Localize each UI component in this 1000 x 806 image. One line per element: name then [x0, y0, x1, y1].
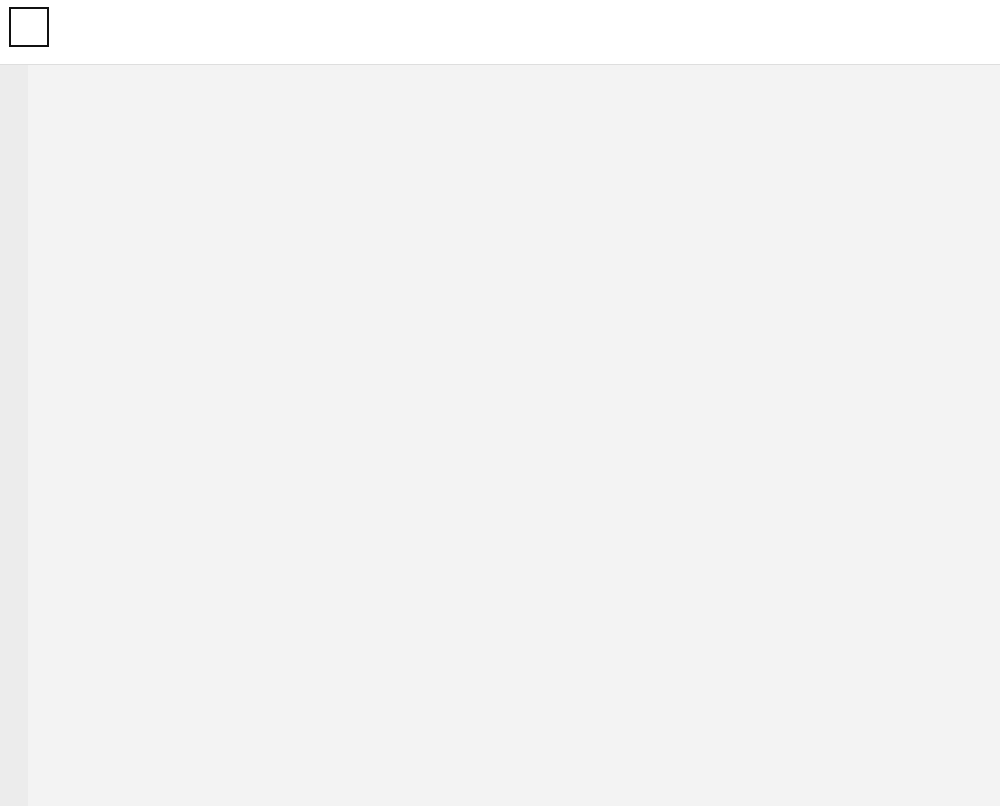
left-margin [0, 65, 28, 806]
ev-logo-icon [11, 9, 47, 45]
footnotes [28, 65, 1000, 147]
electro-voice-logo[interactable] [9, 7, 49, 47]
spec-table [28, 65, 1000, 147]
site-header [0, 0, 1000, 65]
